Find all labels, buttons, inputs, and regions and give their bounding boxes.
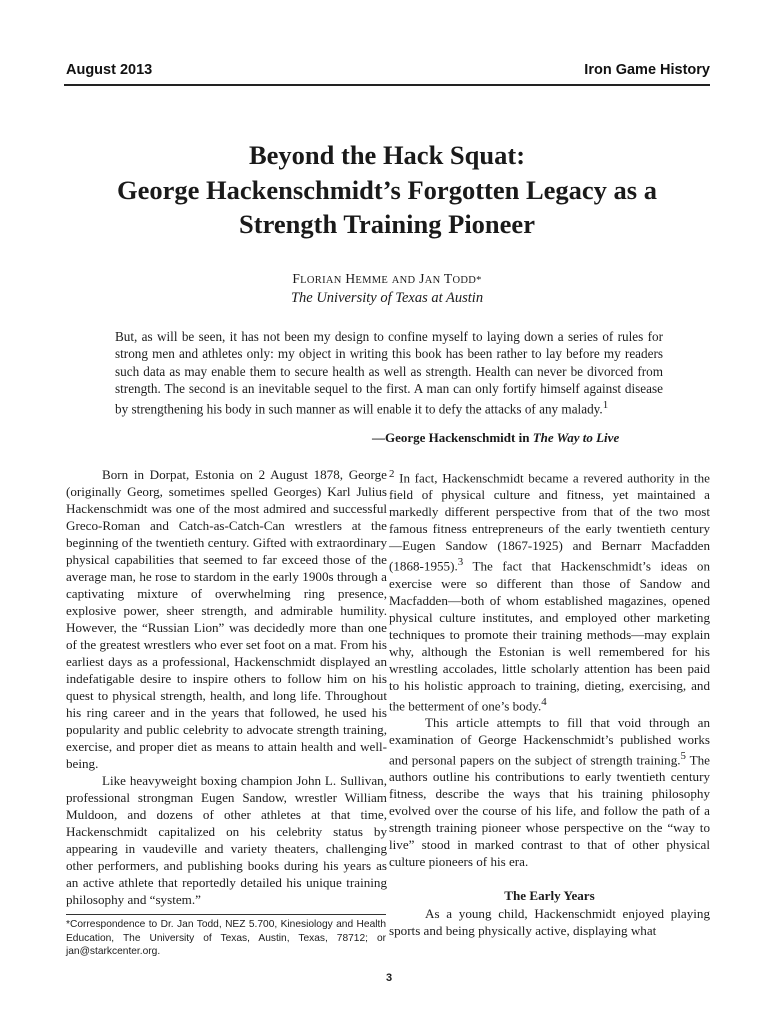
running-head <box>66 62 710 78</box>
note-ref-5: 5 <box>680 750 686 763</box>
section-heading: The Early Years <box>504 888 595 904</box>
page-number: 3 <box>385 972 393 984</box>
body-paragraph-1: Born in Dorpat, Estonia on 2 August 1878, George (originally Georg, sometimes spelled Georges) Karl Julius Hackenschmidt was one of the most admired and successful Greco-Roman and Catch-as-Catch-Can wrestlers at the beginning of the twentieth century. Gifted with extraordinary physical capabilities that seemed to far exceed those of the average man, he rose to stardom in the early 1900s through a captivating mixture of overwhelming ring presence, explosive power, sheer strength, and admirable humility. However, the “Russian Lion” was decidedly more than one of the greatest wrestlers who ever set foot on a mat. From his earliest days as a professional, Hackenschmidt displayed an indefatigable desire to inspire others to follow him on his quest to physical strength, health, and long life. Throughout his ring career and in the years that followed, he used his popularity and public celebrity to advocate strength training, exercise, and proper diet as means to attain health and well-being. <box>66 467 387 771</box>
title-line-1: Beyond the Hack Squat: <box>248 140 526 170</box>
body-paragraph-2 <box>66 772 387 908</box>
epigraph-attribution <box>372 430 712 446</box>
author-names: FLORIAN HEMME AND JAN TODD* <box>292 271 482 286</box>
body-paragraph-3-text-2: The authors outline his contributions to early twentieth century fitness, describe the ways that his training philosophy evolved over the course of his life, and follow the path of a strength training pioneer whose perspective on the “way to live” stood in marked contrast to that of other physical culture pioneers of his era. <box>389 752 710 870</box>
body-paragraph-3-text: This article attempts to fill that void through an examination of George Hackenschmidt’s published works and personal papers on the subject of strength training. <box>389 715 710 768</box>
correspondence-footnote: *Correspondence to Dr. Jan Todd, NEZ 5.700, Kinesiology and Health Education, The University of Texas, Austin, Texas, 78712; or jan@starkcenter.org. <box>66 919 386 957</box>
author-byline <box>64 271 710 287</box>
body-paragraph-4: As a young child, Hackenschmidt enjoyed playing sports and being physically active, displaying what <box>389 906 710 939</box>
header-rule <box>64 84 710 86</box>
body-paragraph-2-cont-text-2: The fact that Hackenschmidt’s ideas on exercise were so different than those of Sandow and Macfadden—both of whom established magazines, opened physical culture institutes, and employed other marketing techniques to promote their training methods—may explain why, although the Estonian is well remembered for his wrestling accolades, little scholarly attention has been paid to his holistic approach to training, dieting, exercising, and the betterment of one’s body. <box>389 558 710 714</box>
attribution-prefix: —George Hackenschmidt in <box>372 430 533 445</box>
column-right <box>389 466 710 939</box>
note-ref-4: 4 <box>541 695 547 708</box>
issue-date: August 2013 <box>66 62 153 78</box>
note-ref-3: 3 <box>457 556 464 569</box>
body-paragraph-2-continued <box>389 466 710 714</box>
column-left <box>66 466 387 908</box>
body-paragraph-3 <box>389 714 710 870</box>
epigraph-note-ref: 1 <box>602 399 609 412</box>
epigraph-text: But, as will be seen, it has not been my design to confine myself to laying down a series of rules for strong men and athletes only: my object in writing this book has been rather to lay before my readers such data as may enable them to secure health as well as strength. Health can never be divorced from strength. The second is an inevitable sequel to the first. A man can only fortify himself against disease by strengthening his body in such manner as will enable it to defy the attacks of any malady. <box>115 329 663 417</box>
footnote-rule <box>66 914 386 915</box>
epigraph-quote <box>115 328 663 418</box>
title-line-2: George Hackenschmidt’s Forgotten Legacy as a <box>117 174 657 205</box>
body-paragraph-2-text: Like heavyweight boxing champion John L. Sullivan, professional strongman Eugen Sandow, wrestler William Muldoon, and dozens of other athletes at that time, Hackenschmidt capitalized on his celebrity status by appearing in vaudeville and variety theaters, challenging other performers, and publishing books during his years as an active athlete that reportedly detailed his unique training philosophy and “system.” <box>66 773 387 907</box>
article-title <box>64 138 710 242</box>
body-paragraph-2-cont-text: In fact, Hackenschmidt became a revered authority in the field of physical culture and fitness, yet maintained a markedly different perspective from that of the two most famous fitness entrepreneurs of the early twentieth century—Eugen Sandow (1867-1925) and Bernarr Macfadden (1868-1955). <box>389 470 710 574</box>
title-line-3: Strength Training Pioneer <box>239 209 535 239</box>
note-ref-2: 2 <box>389 468 395 480</box>
attribution-work: The Way to Live <box>532 430 620 445</box>
author-affiliation: The University of Texas at Austin <box>290 290 484 306</box>
journal-name: Iron Game History <box>584 62 710 78</box>
